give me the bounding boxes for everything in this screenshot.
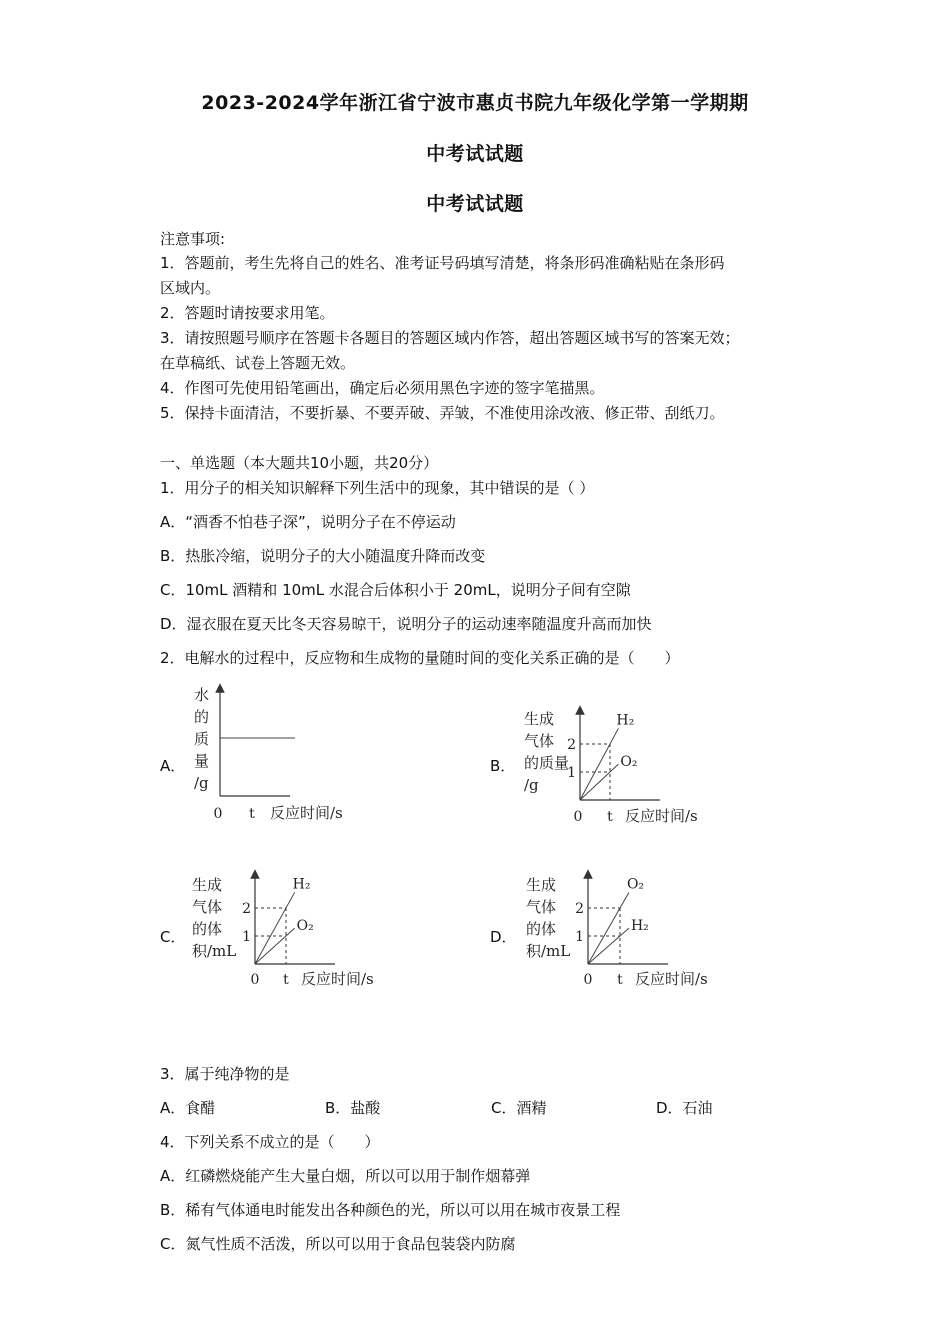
chart-d-t-label: t [617,972,623,988]
note-1a: 1．答题前，考生先将自己的姓名、准考证号码填写清楚，将条形码准确粘贴在条形码 [160,254,725,272]
exam-title-line1: 2023-2024学年浙江省宁波市惠贞书院九年级化学第一学期期 [201,92,749,114]
chart-b-t-label: t [607,809,613,825]
chart-c-xlabel: 反应时间/s [301,970,374,988]
chart-d-origin: 0 [583,972,593,988]
chart-d [520,868,720,998]
chart-d-ylabel-row: 生成 [526,876,557,894]
note-5: 5．保持卡面清洁，不要折暴、不要弄破、弄皱，不准使用涂改液、修正带、刮纸刀。 [160,404,725,422]
chart-b-label-o2: O₂ [620,754,638,771]
chart-c-ylabel-row: 气体 [192,898,223,916]
note-3a: 3．请按照题号顺序在答题卡各题目的答题区域内作答，超出答题区域书写的答案无效； [160,329,740,347]
chart-d-label-h2: H₂ [630,918,649,935]
note-2: 2．答题时请按要求用笔。 [160,304,335,322]
q4-option-b: B．稀有气体通电时能发出各种颜色的光，所以可以用在城市夜景工程 [160,1201,621,1219]
chart-d-ytick-1: 1 [575,929,584,945]
q1-option-c: C．10mL 酒精和 10mL 水混合后体积小于 20mL，说明分子间有空隙 [160,581,631,599]
chart-c-ylabel [192,876,236,960]
exam-title-line3: 中考试试题 [426,193,524,215]
note-1b: 区域内。 [160,279,221,297]
chart-a-xlabel: 反应时间/s [270,804,343,822]
chart-b-series-o2 [580,764,618,800]
chart-b-origin: 0 [573,809,583,825]
q1-option-b: B．热胀冷缩，说明分子的大小随温度升降而改变 [160,547,486,565]
q1-option-d: D．湿衣服在夏天比冬天容易晾干，说明分子的运动速率随温度升高而加快 [160,615,652,633]
q1-option-a: A．“酒香不怕巷子深”，说明分子在不停运动 [160,513,456,531]
chart-c-ytick-1: 1 [242,929,251,945]
note-3b: 在草稿纸、试卷上答题无效。 [160,354,356,372]
chart-c-label-h2: H₂ [292,876,311,893]
chart-b-ytick-1: 1 [567,765,576,781]
chart-c-t-label: t [283,972,289,988]
chart-d-xlabel: 反应时间/s [635,970,708,988]
chart-b-series-h2 [580,728,618,800]
q3-option-a: A．食醋 [160,1099,216,1117]
exam-title-line2: 中考试试题 [426,143,524,165]
q3-option-b: B．盐酸 [325,1099,381,1117]
chart-d-ylabel-row: 积/mL [526,942,571,960]
chart-d-ytick-2: 2 [575,901,584,917]
chart-c-origin: 0 [250,972,260,988]
chart-a [190,680,360,830]
chart-b-ylabel-row: 的质量 [524,754,570,772]
chart-c-label-o2: O₂ [296,918,314,935]
chart-d-ylabel [526,876,570,960]
chart-a-t-label: t [249,806,255,822]
chart-d-label-o2: O₂ [626,876,645,893]
note-4: 4．作图可先使用铅笔画出，确定后必须用黑色字迹的签字笔描黑。 [160,379,605,397]
chart-d-series-h2 [588,928,629,964]
chart-a-ylabel-row: 的 [194,708,210,726]
chart-c-series-h2 [255,892,295,964]
chart-a-ylabel-row: 水 [194,686,210,704]
q2-label-b: B． [490,757,516,775]
chart-a-ylabel-row: 量 [194,752,210,770]
q3-option-d: D．石油 [656,1099,713,1117]
q2-label-d: D． [490,928,517,946]
notes-heading: 注意事项: [160,230,226,248]
chart-b-ylabel-row: 生成 [524,710,555,728]
chart-c-ylabel-row: 的体 [192,920,223,938]
chart-c-ytick-2: 2 [242,901,251,917]
chart-b-xlabel: 反应时间/s [625,807,698,825]
q1-stem: 1．用分子的相关知识解释下列生活中的现象，其中错误的是（ ） [160,479,595,497]
section-heading: 一、单选题（本大题共10小题，共20分） [160,454,439,472]
chart-c-ylabel-row: 积/mL [192,942,237,960]
chart-b-label-h2: H₂ [616,712,635,729]
q4-stem: 4．下列关系不成立的是（ ） [160,1133,380,1151]
chart-c-ylabel-row: 生成 [192,876,223,894]
q3-option-c: C．酒精 [491,1099,547,1117]
chart-a-ylabel-row: /g [194,774,209,792]
q4-option-c: C．氮气性质不活泼，所以可以用于食品包装袋内防腐 [160,1235,516,1253]
q2-label-a: A． [160,757,186,775]
q2-label-c: C． [160,928,186,946]
chart-b [520,706,720,836]
chart-a-ylabel [194,686,209,792]
chart-b-ylabel-row: 气体 [524,732,555,750]
q2-stem: 2．电解水的过程中，反应物和生成物的量随时间的变化关系正确的是（ ） [160,649,680,667]
q3-stem: 3．属于纯净物的是 [160,1065,290,1083]
chart-b-ylabel-row: /g [524,776,539,794]
q4-option-a: A．红磷燃烧能产生大量白烟，所以可以用于制作烟幕弹 [160,1167,531,1185]
chart-b-ytick-2: 2 [567,737,576,753]
chart-c [190,868,390,998]
chart-c-series-o2 [255,928,295,964]
chart-b-ylabel [524,710,569,794]
chart-d-series-o2 [588,892,629,964]
chart-d-ylabel-row: 气体 [526,898,557,916]
chart-a-ylabel-row: 质 [194,730,210,748]
chart-d-ylabel-row: 的体 [526,920,557,938]
chart-a-origin: 0 [213,806,223,822]
